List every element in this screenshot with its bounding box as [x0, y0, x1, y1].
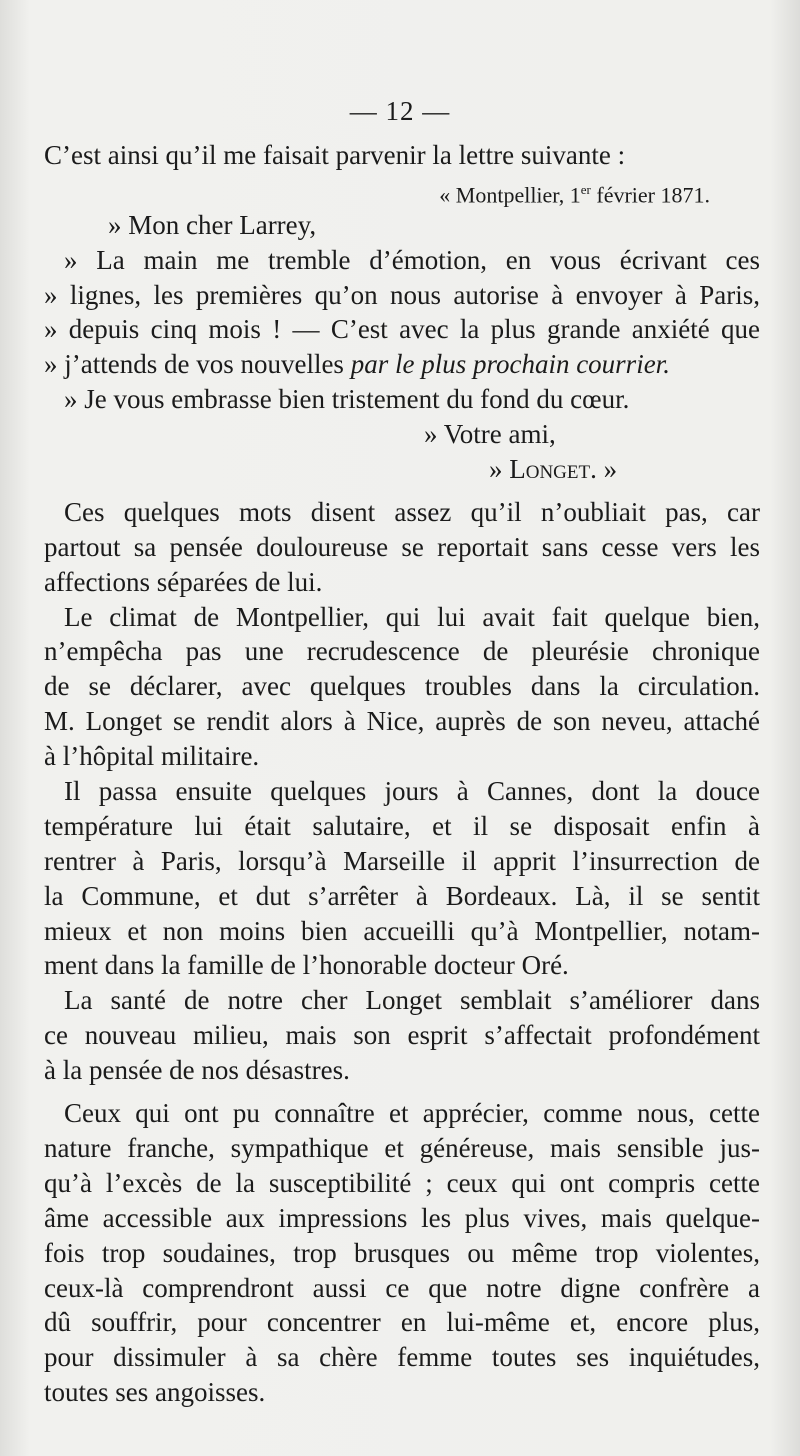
- paragraph-line: de se déclarer, avec quelques troubles dans la circulation.: [44, 671, 760, 702]
- page-number: — 12 —: [349, 96, 451, 126]
- body-text: [44, 138, 760, 1410]
- paragraph-line: la Commune, et dut s’arrêter à Bordeaux. Là, il se sentit: [44, 880, 760, 911]
- letter-dateline: « Montpellier, 1er février 1871.: [439, 181, 710, 208]
- letter-line: » La main me tremble d’émotion, en vous écrivant ces: [64, 244, 760, 275]
- paragraph-line: mieux et non moins bien accueilli qu’à Montpellier, notam-: [44, 915, 760, 946]
- paragraph-line: partout sa pensée douloureuse se reportait sans cesse vers les: [44, 531, 760, 562]
- paragraph-line: ce nouveau milieu, mais son esprit s’affectait profondément: [44, 1020, 760, 1051]
- intro-line: C’est ainsi qu’il me faisait parvenir la lettre suivante :: [44, 140, 626, 170]
- paragraph-line: fois trop soudaines, trop brusques ou même trop violentes,: [44, 1237, 760, 1268]
- paragraph-line: Ces quelques mots disent assez qu’il n’oubliait pas, car: [64, 496, 760, 527]
- paragraph-line: toutes ses angoisses.: [44, 1377, 266, 1408]
- paragraph-line: La santé de notre cher Longet semblait s’améliorer dans: [64, 985, 760, 1016]
- paragraph-line: dû souffrir, pour concentrer en lui-même et, encore plus,: [44, 1307, 760, 1338]
- paragraph-line: pour dissimuler à sa chère femme toutes ses inquiétudes,: [44, 1342, 760, 1373]
- paragraph-line: nature franche, sympathique et généreuse, mais sensible jus-: [44, 1132, 760, 1163]
- paragraph-line: Il passa ensuite quelques jours à Cannes, dont la douce: [64, 776, 760, 807]
- letter-closing: » Votre ami,: [424, 419, 556, 450]
- paragraph-line: Le climat de Montpellier, qui lui avait fait quelque bien,: [64, 601, 760, 632]
- letter-line: » Je vous embrasse bien tristement du fond du cœur.: [64, 384, 630, 415]
- letter-salutation: » Mon cher Larrey,: [108, 209, 317, 240]
- paragraph-line: M. Longet se rendit alors à Nice, auprès de son neveu, attaché: [44, 706, 760, 737]
- letter-signature: » Longet. »: [489, 454, 618, 485]
- paragraph-line: à la pensée de nos désastres.: [44, 1055, 350, 1086]
- letter-line: » depuis cinq mois ! — C’est avec la plus grande anxiété que: [44, 314, 760, 345]
- paragraph-line: à l’hôpital militaire.: [44, 741, 260, 772]
- paragraph-line: âme accessible aux impressions les plus vives, mais quelque-: [44, 1202, 760, 1233]
- paragraph-line: qu’à l’excès de la susceptibilité ; ceux qui ont compris cette: [44, 1167, 760, 1198]
- paragraph-line: rentrer à Paris, lorsqu’à Marseille il apprit l’insurrection de: [44, 845, 760, 876]
- paragraph-line: température lui était salutaire, et il se disposait enfin à: [44, 810, 760, 841]
- paragraph-line: affections séparées de lui.: [44, 566, 323, 597]
- letter-line: » lignes, les premières qu’on nous autorise à envoyer à Paris,: [44, 279, 760, 310]
- paragraph-line: n’empêcha pas une recrudescence de pleurésie chronique: [44, 636, 760, 667]
- letter-line: » j’attends de vos nouvelles par le plus prochain courrier.: [44, 349, 670, 380]
- paragraph-line: Ceux qui ont pu connaître et apprécier, comme nous, cette: [64, 1098, 760, 1129]
- paragraph-line: ment dans la famille de l’honorable docteur Oré.: [44, 950, 569, 981]
- paragraph-line: ceux-là comprendront aussi ce que notre digne confrère a: [44, 1272, 760, 1303]
